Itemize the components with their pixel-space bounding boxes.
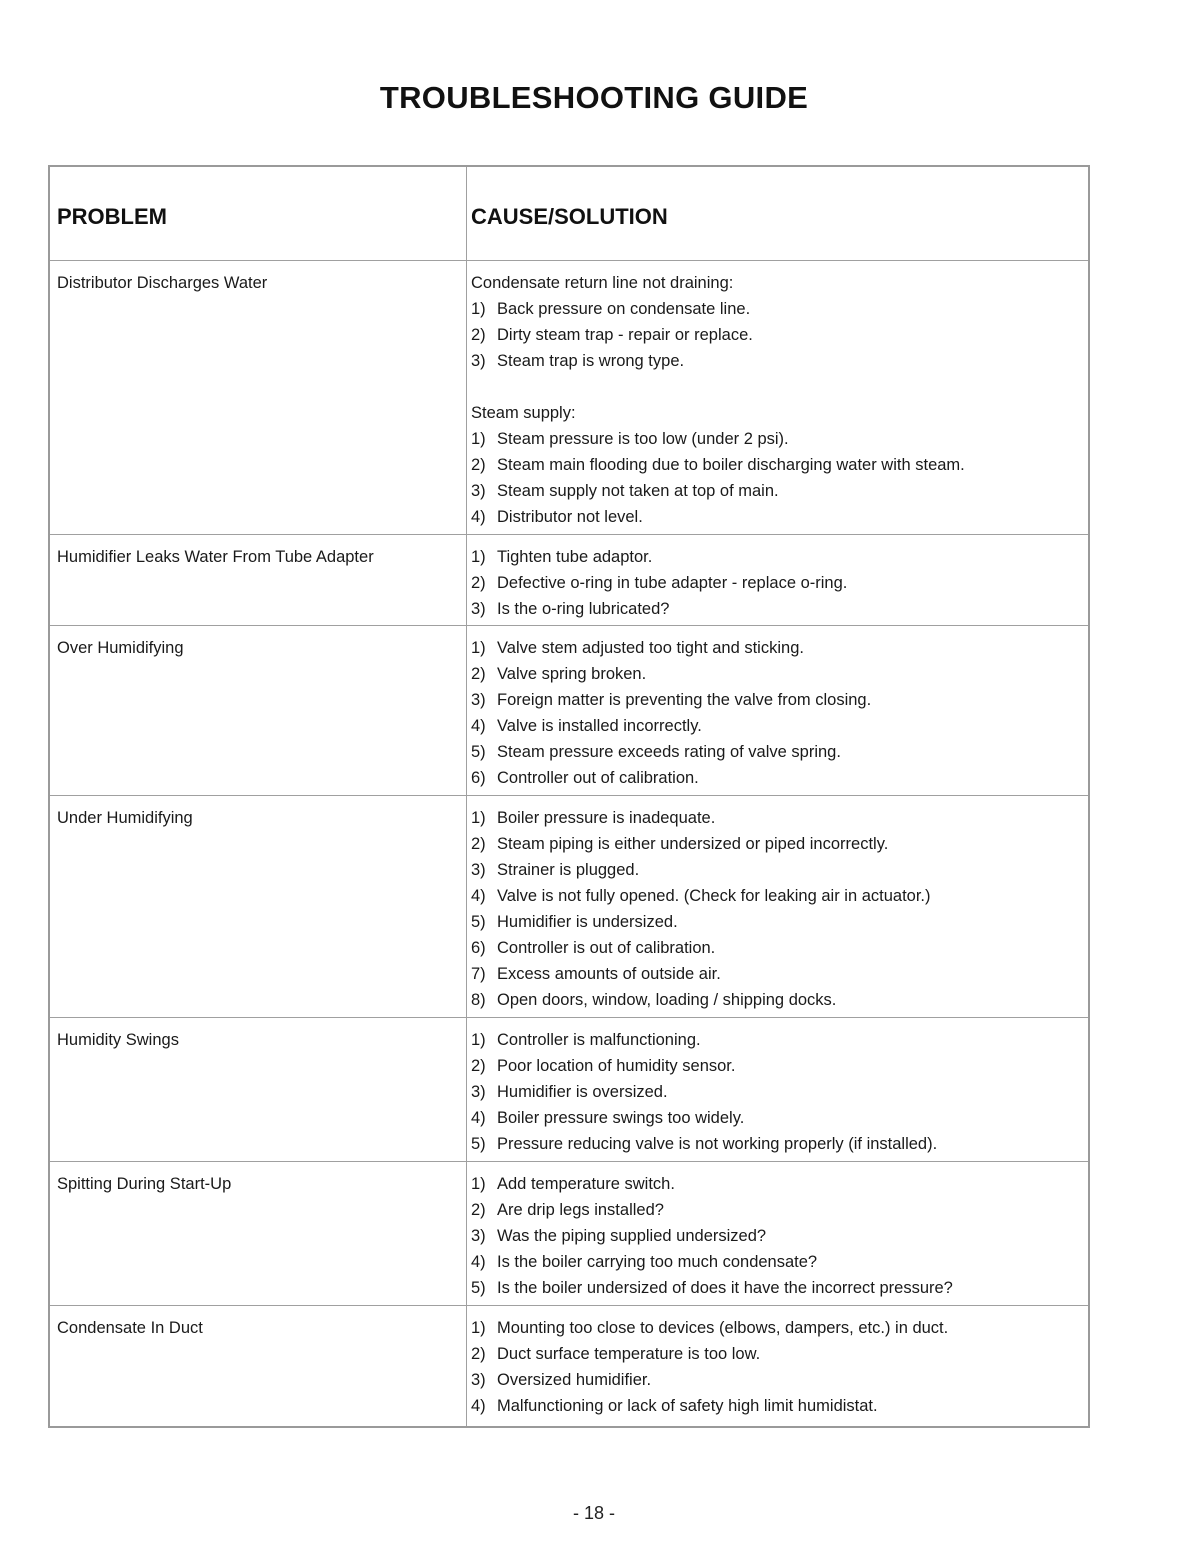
solution-item	[471, 961, 1088, 987]
table-body	[50, 261, 1088, 1426]
solution-group	[471, 1027, 1088, 1157]
problem-cell: Under Humidifying	[50, 796, 467, 1017]
solution-item-number: 2)	[471, 1201, 486, 1219]
problem-cell: Spitting During Start-Up	[50, 1162, 467, 1305]
solution-item-text: Valve stem adjusted too tight and sticking.	[497, 639, 804, 657]
solution-item-number: 4)	[471, 1253, 486, 1271]
table-row	[50, 626, 1088, 796]
solution-item	[471, 987, 1088, 1013]
solution-group-heading: Condensate return line not draining:	[471, 274, 734, 292]
solution-item-number: 8)	[471, 991, 486, 1009]
solution-group-heading: Steam supply:	[471, 404, 576, 422]
header-problem: PROBLEM	[50, 167, 467, 260]
solution-item	[471, 1341, 1088, 1367]
solution-item-text: Distributor not level.	[497, 508, 643, 526]
solution-item-number: 5)	[471, 913, 486, 931]
solution-item-number: 5)	[471, 1279, 486, 1297]
solution-item-text: Valve spring broken.	[497, 665, 647, 683]
solution-item-text: Steam pressure exceeds rating of valve spring.	[497, 743, 841, 761]
solution-item-text: Was the piping supplied undersized?	[497, 1227, 767, 1245]
solution-item-number: 7)	[471, 965, 486, 983]
solution-item-number: 1)	[471, 639, 486, 657]
solution-item-text: Steam piping is either undersized or piped incorrectly.	[497, 835, 889, 853]
solution-item-number: 1)	[471, 1175, 486, 1193]
solution-item-number: 6)	[471, 769, 486, 787]
solution-item-text: Steam pressure is too low (under 2 psi).	[497, 430, 789, 448]
solution-item-text: Malfunctioning or lack of safety high limit humidistat.	[497, 1397, 878, 1415]
solution-item	[471, 1393, 1088, 1419]
solution-item-number: 2)	[471, 326, 486, 344]
solution-item-number: 4)	[471, 887, 486, 905]
problem-cell: Humidifier Leaks Water From Tube Adapter	[50, 535, 467, 625]
solution-item-number: 2)	[471, 574, 486, 592]
header-cause-solution: CAUSE/SOLUTION	[471, 204, 668, 229]
cause-solution-cell	[467, 1162, 1088, 1305]
solution-item-text: Back pressure on condensate line.	[497, 300, 751, 318]
solution-item-number: 1)	[471, 548, 486, 566]
solution-item	[471, 348, 1088, 374]
solution-item	[471, 739, 1088, 765]
solution-item-text: Valve is not fully opened. (Check for leaking air in actuator.)	[497, 887, 931, 905]
solution-item-text: Defective o-ring in tube adapter - replace o-ring.	[497, 574, 848, 592]
solution-item	[471, 1315, 1088, 1341]
solution-item	[471, 452, 1088, 478]
solution-group	[471, 400, 1088, 530]
solution-item-number: 2)	[471, 665, 486, 683]
solution-item	[471, 544, 1088, 570]
solution-item-number: 1)	[471, 809, 486, 827]
solution-item	[471, 713, 1088, 739]
solution-item	[471, 570, 1088, 596]
solution-item-number: 2)	[471, 1345, 486, 1363]
solution-group	[471, 1171, 1088, 1301]
solution-item	[471, 1223, 1088, 1249]
solution-item-number: 3)	[471, 1227, 486, 1245]
table-row	[50, 796, 1088, 1018]
solution-item-text: Boiler pressure swings too widely.	[497, 1109, 745, 1127]
page-number: - 18 -	[572, 1503, 615, 1523]
solution-item-number: 1)	[471, 300, 486, 318]
solution-item-text: Strainer is plugged.	[497, 861, 640, 879]
solution-item-number: 3)	[471, 352, 486, 370]
cause-solution-cell	[467, 796, 1088, 1017]
troubleshooting-table	[48, 165, 1090, 1428]
solution-item-text: Is the o-ring lubricated?	[497, 600, 670, 618]
solution-item-text: Controller is out of calibration.	[497, 939, 716, 957]
solution-group	[471, 270, 1088, 374]
solution-item-text: Controller is malfunctioning.	[497, 1031, 701, 1049]
solution-item-text: Valve is installed incorrectly.	[497, 717, 702, 735]
solution-item-number: 1)	[471, 1319, 486, 1337]
solution-item	[471, 1105, 1088, 1131]
table-row	[50, 1306, 1088, 1426]
solution-item	[471, 883, 1088, 909]
solution-item-text: Dirty steam trap - repair or replace.	[497, 326, 753, 344]
solution-item-text: Steam main flooding due to boiler discharging water with steam.	[497, 456, 965, 474]
solution-item-text: Is the boiler undersized of does it have the incorrect pressure?	[497, 1279, 953, 1297]
solution-item-text: Steam supply not taken at top of main.	[497, 482, 779, 500]
solution-item	[471, 765, 1088, 791]
solution-item	[471, 805, 1088, 831]
solution-item-number: 1)	[471, 1031, 486, 1049]
solution-item	[471, 1367, 1088, 1393]
table-row	[50, 1162, 1088, 1306]
solution-group	[471, 635, 1088, 791]
cause-solution-cell	[467, 1306, 1088, 1426]
solution-item-number: 3)	[471, 600, 486, 618]
solution-item-number: 3)	[471, 482, 486, 500]
solution-item	[471, 322, 1088, 348]
solution-item	[471, 1197, 1088, 1223]
cause-solution-cell	[467, 1018, 1088, 1161]
solution-item-text: Oversized humidifier.	[497, 1371, 652, 1389]
cause-solution-cell	[467, 261, 1088, 534]
solution-item	[471, 1053, 1088, 1079]
cause-solution-cell	[467, 626, 1088, 795]
table-header-row	[50, 167, 1088, 261]
table-row	[50, 1018, 1088, 1162]
solution-item-text: Are drip legs installed?	[497, 1201, 664, 1219]
solution-item-number: 1)	[471, 430, 486, 448]
solution-item-number: 4)	[471, 1109, 486, 1127]
problem-cell: Humidity Swings	[50, 1018, 467, 1161]
solution-item	[471, 1079, 1088, 1105]
solution-item-number: 2)	[471, 835, 486, 853]
table-row	[50, 535, 1088, 626]
solution-item	[471, 687, 1088, 713]
solution-item-number: 3)	[471, 861, 486, 879]
solution-item-text: Add temperature switch.	[497, 1175, 675, 1193]
solution-item-number: 3)	[471, 691, 486, 709]
solution-item-number: 3)	[471, 1371, 486, 1389]
solution-item	[471, 857, 1088, 883]
solution-item	[471, 635, 1088, 661]
solution-item-text: Mounting too close to devices (elbows, dampers, etc.) in duct.	[497, 1319, 949, 1337]
solution-item-text: Humidifier is undersized.	[497, 913, 678, 931]
solution-group	[471, 805, 1088, 1013]
solution-item-text: Duct surface temperature is too low.	[497, 1345, 761, 1363]
solution-item-text: Excess amounts of outside air.	[497, 965, 721, 983]
solution-item	[471, 935, 1088, 961]
solution-item	[471, 596, 1088, 622]
solution-item	[471, 478, 1088, 504]
solution-item	[471, 661, 1088, 687]
solution-item-text: Humidifier is oversized.	[497, 1083, 668, 1101]
solution-item-text: Open doors, window, loading / shipping docks.	[497, 991, 837, 1009]
solution-item-number: 6)	[471, 939, 486, 957]
solution-item-number: 4)	[471, 717, 486, 735]
solution-item	[471, 909, 1088, 935]
solution-item-text: Poor location of humidity sensor.	[497, 1057, 736, 1075]
page-title: TROUBLESHOOTING GUIDE	[379, 80, 809, 115]
cause-solution-cell	[467, 535, 1088, 625]
solution-group	[471, 1315, 1088, 1419]
solution-item	[471, 504, 1088, 530]
solution-item-text: Steam trap is wrong type.	[497, 352, 685, 370]
solution-item-number: 3)	[471, 1083, 486, 1101]
solution-item	[471, 1171, 1088, 1197]
solution-item-number: 5)	[471, 1135, 486, 1153]
solution-item-number: 4)	[471, 508, 486, 526]
solution-item-text: Boiler pressure is inadequate.	[497, 809, 716, 827]
solution-item-text: Foreign matter is preventing the valve from closing.	[497, 691, 872, 709]
solution-group	[471, 544, 1088, 622]
solution-item	[471, 426, 1088, 452]
solution-item	[471, 1027, 1088, 1053]
solution-item-number: 2)	[471, 1057, 486, 1075]
solution-item	[471, 831, 1088, 857]
table-row	[50, 261, 1088, 535]
solution-item	[471, 296, 1088, 322]
solution-item-text: Controller out of calibration.	[497, 769, 699, 787]
solution-item-number: 2)	[471, 456, 486, 474]
problem-cell: Distributor Discharges Water	[50, 261, 467, 534]
problem-cell: Condensate In Duct	[50, 1306, 467, 1426]
solution-item	[471, 1275, 1088, 1301]
solution-item-text: Pressure reducing valve is not working properly (if installed).	[497, 1135, 938, 1153]
problem-cell: Over Humidifying	[50, 626, 467, 795]
solution-item-text: Tighten tube adaptor.	[497, 548, 653, 566]
solution-item-number: 4)	[471, 1397, 486, 1415]
solution-item	[471, 1131, 1088, 1157]
solution-item-number: 5)	[471, 743, 486, 761]
solution-item	[471, 1249, 1088, 1275]
solution-item-text: Is the boiler carrying too much condensate?	[497, 1253, 818, 1271]
